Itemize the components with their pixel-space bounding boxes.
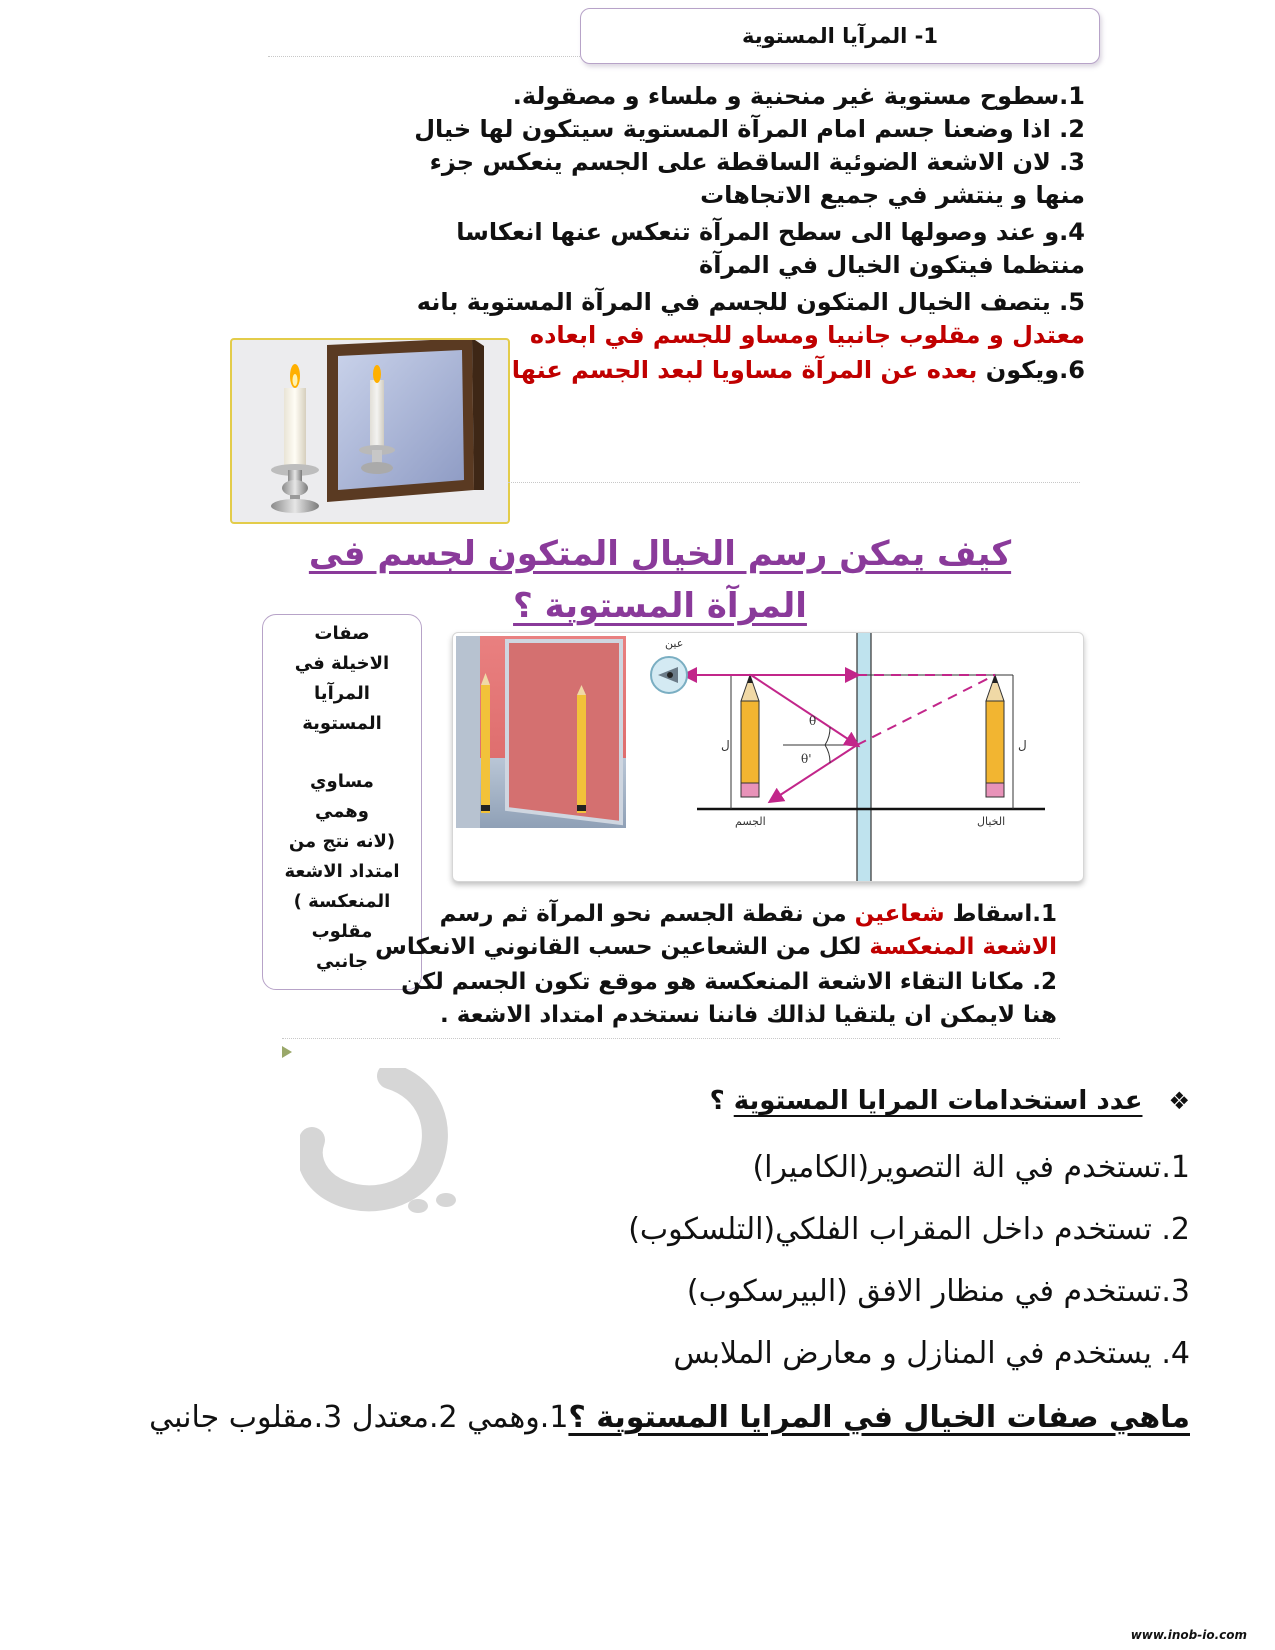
final-answer: 1.وهمي 2.معتدل 3.مقلوب جانبي	[149, 1400, 569, 1435]
final-question-row	[149, 1398, 1190, 1438]
image-height-label: ل	[1018, 738, 1027, 752]
footer-url: www.inob-io.com	[1130, 1628, 1247, 1642]
intro-line: 1.سطوح مستوية غير منحنية و ملساء و مصقولة.	[512, 82, 1085, 110]
props-body-line: امتداد الاشعة	[284, 861, 400, 882]
use-item: 3.تستخدم في منظار الافق (البيرسكوب)	[686, 1274, 1190, 1309]
intro-line: 2. اذا وضعنا جسم امام المرآة المستوية سيتكون لها خيال	[414, 115, 1085, 143]
props-body-line: المنعكسة )	[293, 891, 391, 912]
step-2-line-a: 2. مكانا التقاء الاشعة المنعكسة هو موقع تكون الجسم لكن	[401, 969, 1057, 995]
object-height-label: ل	[721, 738, 730, 752]
step-text-red: الاشعة المنعكسة	[869, 934, 1057, 960]
step-num: 1.	[1032, 901, 1057, 927]
watermark-logo	[300, 1068, 480, 1232]
use-item: 4. يستخدم في المنازل و معارض الملابس	[673, 1336, 1190, 1371]
step-1-line-b	[375, 931, 1057, 964]
watermark-glyph	[300, 1068, 480, 1228]
section-title: 1- المرآيا المستوية	[580, 8, 1100, 64]
props-body-line: وهمي	[315, 801, 369, 822]
intro-line: منتظما فيتكون الخيال في المرآة	[699, 251, 1085, 279]
ray-diagram-figure	[452, 632, 1084, 882]
how-to-draw-title: كيف يمكن رسم الخيال المتكون لجسم فى المرآة المستوية ؟	[308, 534, 1012, 626]
props-body-line: جانبي	[315, 951, 369, 972]
angle-theta-prime-label: θ'	[801, 752, 812, 766]
props-heading-line: الاخيلة في	[294, 653, 390, 674]
play-marker-icon	[282, 1046, 292, 1058]
use-item: 2. تستخدم داخل المقراب الفلكي(التلسكوب)	[628, 1212, 1190, 1247]
step-2-line-b: هنا لايمكن ان يلتقيا لذالك فاننا نستخدم امتداد الاشعة .	[440, 1002, 1057, 1028]
intro-line: 5. يتصف الخيال المتكون للجسم في المرآة المستوية بانه	[416, 288, 1085, 316]
ray-diagram	[453, 633, 1083, 881]
bullet-icon: ❖	[1168, 1087, 1190, 1115]
final-question: ماهي صفات الخيال في المرايا المستوية ؟	[568, 1400, 1190, 1435]
step-text-red: شعاعين	[854, 901, 953, 927]
props-heading-line: صفات	[314, 623, 370, 644]
divider	[282, 1038, 1060, 1039]
object-label: الجسم	[735, 815, 766, 828]
divider	[268, 56, 580, 57]
use-item: 1.تستخدم في الة التصوير(الكاميرا)	[752, 1150, 1190, 1185]
candle-mirror-image	[232, 340, 508, 522]
step-text: اسقاط	[952, 901, 1033, 927]
intro-line-6	[512, 354, 1085, 386]
line6-num: 6.	[1059, 356, 1085, 384]
step-text: من نقطة الجسم نحو المرآة ثم رسم	[439, 901, 855, 927]
candle-mirror-illustration	[230, 338, 510, 524]
props-heading	[263, 619, 421, 739]
angle-theta-label: θ	[809, 714, 817, 728]
intro-line: 4.و عند وصولها الى سطح المرآة تنعكس عنها انعكاسا	[456, 218, 1085, 246]
image-label: الخيال	[977, 815, 1006, 828]
step-1-line-a	[440, 898, 1057, 931]
line6-black: ويكون	[985, 356, 1060, 384]
props-heading-line: المرآيا	[314, 683, 370, 704]
intro-line: منها و ينتشر في جميع الاتجاهات	[700, 181, 1085, 209]
intro-line: 3. لان الاشعة الضوئية الساقطة على الجسم ينعكس جزء	[429, 148, 1085, 176]
uses-question-row	[710, 1086, 1190, 1116]
props-body-line: (لانه نتج من	[288, 831, 396, 852]
eye-label: عين	[665, 637, 684, 650]
uses-question: عدد استخدامات المرايا المستوية	[733, 1086, 1143, 1116]
line6-red: بعده عن المرآة مساويا لبعد الجسم عنها	[511, 356, 986, 384]
props-heading-line: المستوية	[302, 713, 382, 734]
props-body-line: مساوي	[310, 771, 374, 792]
intro-line-red: معتدل و مقلوب جانبيا ومساو للجسم في ابعاده	[529, 321, 1085, 349]
step-text: لكل من الشعاعين حسب القانوني الانعكاس	[375, 934, 870, 960]
divider	[508, 482, 1080, 483]
uses-question-mark: ؟	[709, 1086, 734, 1116]
props-body-line: مقلوب	[311, 921, 373, 942]
